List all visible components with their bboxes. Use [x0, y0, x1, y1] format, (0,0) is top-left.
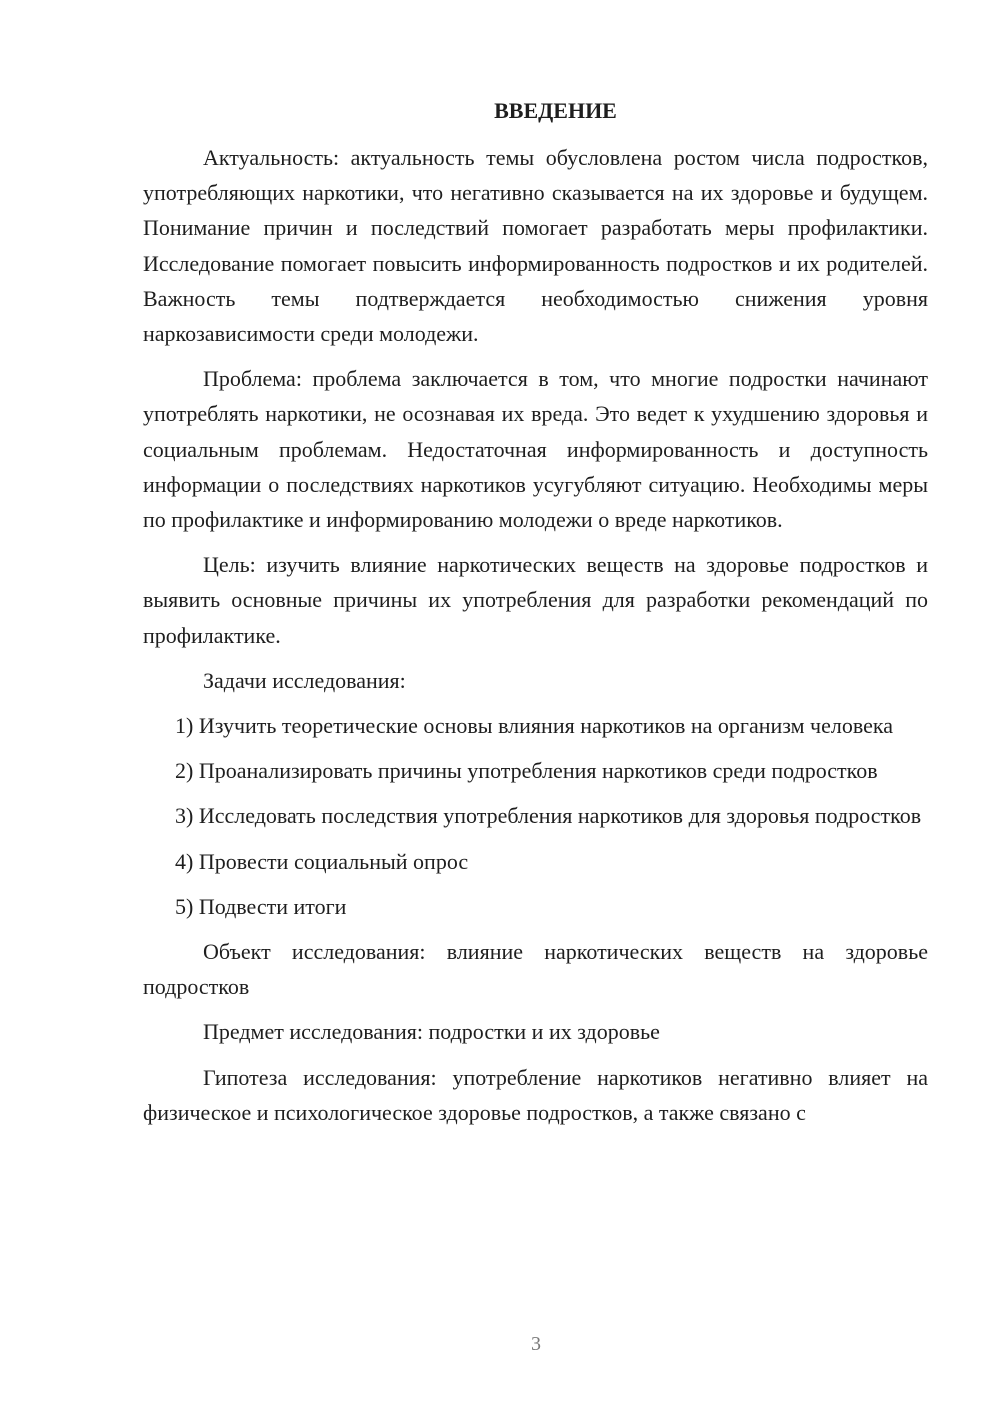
task-item: 2) Проанализировать причины употребления наркотиков среди подростков [175, 758, 878, 784]
paragraph-hypothesis: Гипотеза исследования: употребление наркотиков негативно влияет на физическое и психологическое здоровье подростков, а также связано с [143, 1064, 928, 1125]
paragraph-relevance: Актуальность: актуальность темы обусловлена ростом числа подростков, употребляющих наркотики, что негативно сказывается на их здоровье и будущем. Понимание причин и последствий помогает разработать меры профилактики. Исследование помогает повысить информированность подростков и их родителей. Важность темы подтверждается необходимостью снижения уровня наркозависимости среди молодежи. [143, 145, 928, 347]
paragraph-object: Объект исследования: влияние наркотических веществ на здоровье подростков [143, 939, 928, 1000]
paragraph-problem: Проблема: проблема заключается в том, что многие подростки начинают употреблять наркотики, не осознавая их вреда. Это ведет к ухудшению здоровья и социальным проблемам. Недостаточная информированность и доступность информации о последствиях наркотиков усугубляют ситуацию. Необходимы меры по профилактике и информированию молодежи о вреде наркотиков. [143, 366, 928, 533]
paragraph-subject: Предмет исследования: подростки и их здоровье [203, 1019, 660, 1045]
page-title: ВВЕДЕНИЕ [494, 98, 617, 123]
page-number: 3 [531, 1333, 541, 1355]
paragraph-goal: Цель: изучить влияние наркотических веществ на здоровье подростков и выявить основные причины их употребления для разработки рекомендаций по профилактике. [143, 552, 928, 648]
task-item: 1) Изучить теоретические основы влияния наркотиков на организм человека [175, 713, 894, 739]
task-item: 4) Провести социальный опрос [175, 848, 469, 874]
task-item: 5) Подвести итоги [175, 893, 347, 919]
task-item: 3) Исследовать последствия употребления наркотиков для здоровья подростков [175, 803, 922, 829]
paragraph-tasks-heading: Задачи исследования: [203, 667, 406, 693]
